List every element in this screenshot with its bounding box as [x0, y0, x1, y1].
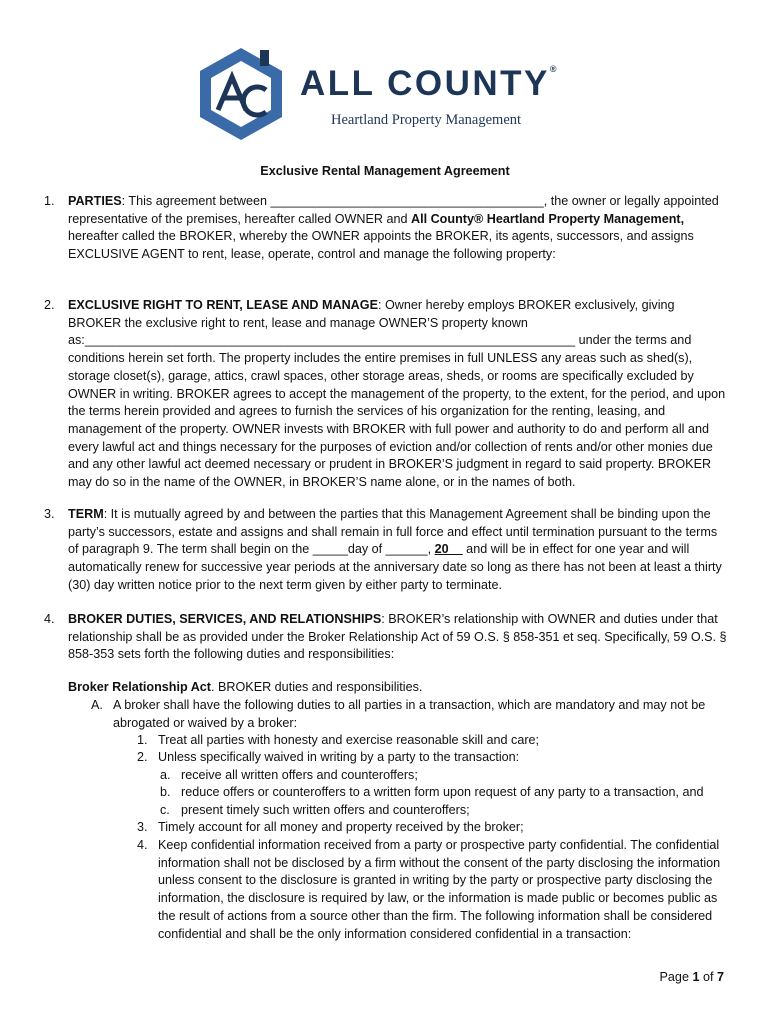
- list-label-a: A.: [91, 698, 103, 712]
- logo-company-name: ALL COUNTY®: [300, 64, 557, 103]
- list-item-2a: receive all written offers and counteroffers;: [181, 768, 418, 782]
- page-number: Page 1 of 7: [659, 970, 724, 984]
- list-item-4: Keep confidential information received from a party or prospective party confidential. The confidential information shall not be disclosed by a firm without the consent of the party disclosing the information unless consent to the disclosure is granted in writing by the party or prospective party disclosing the information, the disclosure is required by law, or the information is made public or becomes public as the result of actions from a source other than the firm. The following information shall be considered confidential and shall be the only information considered confidential in a transaction:: [158, 838, 721, 941]
- list-label-4: 4.: [137, 838, 148, 852]
- list-item-2b: reduce offers or counteroffers to a written form upon request of any party to a transaction, and: [181, 785, 704, 799]
- list-label-1: 1.: [137, 733, 148, 747]
- list-item-2: Unless specifically waived in writing by a party to the transaction:: [158, 750, 520, 764]
- section-parties: 1. PARTIES: This agreement between _______________________________________, the owner or legally appointed representative of the premises, hereafter called OWNER and All County® Heartland Property Management, hereafter called the BROKER, whereby the OWNER appoints the BROKER, its agents, successors, and assigns EXCLUSIVE AGENT to rent, lease, operate, control and manage the following property:: [44, 194, 719, 262]
- list-label-3: 3.: [137, 820, 148, 834]
- list-label-2: 2.: [137, 750, 148, 764]
- owner-name-blank[interactable]: _______________________________________: [270, 194, 544, 208]
- list-item-3: Timely account for all money and property received by the broker;: [158, 820, 524, 834]
- section-broker-duties: 4. BROKER DUTIES, SERVICES, AND RELATIONSHIPS: BROKER’s relationship with OWNER and duties under that relationship shall be as provided under the Broker Relationship Act of 59 O.S. § 858-351 et seq. Specifically, 59 O.S. § 858-353 sets forth the following duties and responsibilities:: [44, 612, 727, 662]
- list-item-1: Treat all parties with honesty and exercise reasonable skill and care;: [158, 733, 540, 747]
- broker-relationship-act-heading: Broker Relationship Act. BROKER duties and responsibilities.: [68, 680, 423, 694]
- logo-tagline: Heartland Property Management: [331, 112, 522, 128]
- document-title: Exclusive Rental Management Agreement: [260, 164, 510, 178]
- section-term: 3. TERM: It is mutually agreed by and between the parties that this Management Agreement shall be binding upon the party’s successors, estate and assigns and shall remain in full force and effect until termination pursuant to the terms of paragraph 9. The term shall begin on the _____day of ______, 20__ and will be in effect for one year and will automatically renew for successive year periods at the anniversary date so long as there has not been at least a thirty (30) day written notice prior to the next term given by either party to terminate.: [44, 507, 722, 592]
- section-exclusive-right: 2. EXCLUSIVE RIGHT TO RENT, LEASE AND MANAGE: Owner hereby employs BROKER exclusively, giving BROKER the exclusive right to rent, lease and manage OWNER’S property known as:______________________________________________________________________ under the terms and conditions herein set forth. The property includes the entire premises in full UNLESS any areas such as shed(s), storage closet(s), garage, attics, crawl spaces, other storage areas, sheds, or rooms are specifically excluded by OWNER in writing. BROKER agrees to accept the management of the property, to the extent, for the period, and upon the terms herein provided and agrees to furnish the services of his organization for the renting, leasing, and management of the property. OWNER invests with BROKER with full power and authority to do and perform all and every lawful act and things necessary for the purposes of eviction and/or collection of rents and/or other monies due and any other lawful act deemed necessary or prudent in BROKER’S judgment in regard to said property. BROKER may do so in the name of the OWNER, in BROKER’S name alone, or in the names of both.: [44, 298, 726, 490]
- list-label-2c: c.: [160, 803, 170, 817]
- list-label-2b: b.: [160, 785, 171, 799]
- list-item-a: A broker shall have the following duties to all parties in a transaction, which are mandatory and may not be abrogated or waived by a broker:: [113, 698, 706, 730]
- property-address-blank[interactable]: ______________________________________________________________________: [84, 333, 576, 348]
- list-label-2a: a.: [160, 768, 171, 782]
- list-item-2c: present timely such written offers and counteroffers;: [181, 803, 470, 817]
- logo-chimney: [260, 50, 269, 66]
- term-year[interactable]: 20__: [434, 542, 463, 557]
